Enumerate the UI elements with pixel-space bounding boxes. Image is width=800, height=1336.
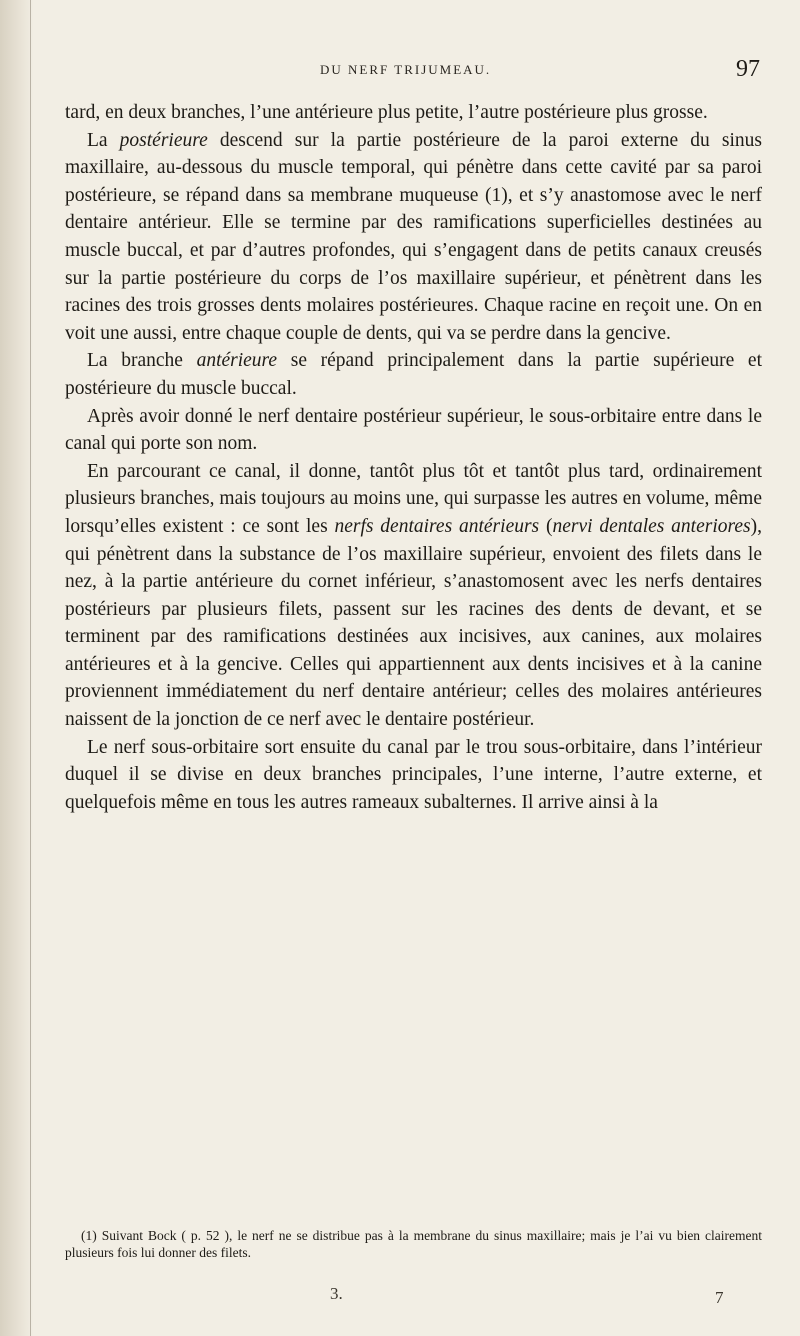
running-title: DU NERF TRIJUMEAU.	[320, 62, 492, 77]
page-number: 97	[736, 56, 760, 82]
paragraph	[65, 127, 762, 348]
text-run: Le nerf sous-orbitaire sort ensuite du canal par le trou sous-orbitaire, dans l’intérieur duquel il se divise en deux branches principales, l’une interne, l’autre externe, et quelquefois même en tous les autres rameaux subalternes. Il arrive ainsi à la	[65, 736, 762, 813]
text-run: Après avoir donné le nerf dentaire postérieur supérieur, le sous-orbitaire entre dans le canal qui porte son nom.	[65, 405, 762, 455]
italic-term: nervi dentales anteriores	[552, 515, 751, 537]
paragraph	[65, 403, 762, 458]
italic-term: nerfs dentaires antérieurs	[334, 515, 540, 537]
paragraph	[65, 347, 762, 402]
text-run: La	[87, 129, 120, 151]
signature-mark: 3.	[330, 1284, 343, 1303]
paragraph	[65, 458, 762, 734]
text-run: La branche	[87, 350, 197, 372]
paragraph	[65, 734, 762, 817]
binding-edge-line	[30, 0, 31, 1336]
text-run: descend sur la partie postérieure de la paroi externe du sinus maxillaire, au-dessous du muscle temporal, qui pénètre dans cette cavité par sa paroi postérieure, se répand dans sa membrane muqueuse (1), et s’y anastomose avec le nerf dentaire antérieur. Elle se termine par des ramifications superficielles destinées au muscle buccal, et par d’autres profondes, qui s’engagent dans de petits canaux creusés sur la partie postérieure du corps de l’os maxillaire supérieur, et pénètrent dans les racines des trois grosses dents molaires postérieures. Chaque racine en reçoit une. On en voit une aussi, entre chaque couple de dents, qui va se perdre dans la gencive.	[65, 129, 762, 344]
text-run: se répand principalement dans la partie supérieure et postérieure du muscle buccal.	[65, 350, 762, 399]
binding-shadow	[0, 0, 34, 1336]
signature-mark-right: 7	[715, 1288, 724, 1307]
footnote	[65, 1227, 762, 1261]
italic-term: postérieure	[119, 129, 208, 151]
running-head	[60, 58, 760, 82]
body-text	[65, 99, 762, 816]
footnote-text: (1) Suivant Bock ( p. 52 ), le nerf ne se distribue pas à la membrane du sinus maxillaire; mais je l’ai vu bien clairement plusieurs fois lui donner des filets.	[65, 1228, 762, 1260]
paragraph	[65, 99, 762, 127]
text-run: (	[539, 515, 553, 537]
text-run: En parcourant ce canal, il donne, tantôt plus tôt et tantôt plus tard, ordinairement plusieurs branches, mais toujours au moins une, qui surpasse les autres en volume, même lorsqu’elles existent : ce sont les	[65, 460, 762, 537]
text-run: ), qui pénètrent dans la substance de l’os maxillaire supérieur, envoient des filets dans le nez, à la partie antérieure du cornet inférieur, s’anastomosent avec les nerfs dentaires postérieurs par plusieurs filets, passent sur les racines des dents de devant, et se terminent par des ramifications destinées aux incisives, aux canines, aux molaires antérieures et à la gencive. Celles qui appartiennent aux dents incisives et à la canine proviennent immédiatement du nerf dentaire antérieur; celles des molaires antérieures naissent de la jonction de ce nerf avec le dentaire postérieur.	[65, 515, 762, 731]
text-run: tard, en deux branches, l’une antérieure plus petite, l’autre postérieure plus grosse.	[65, 102, 708, 123]
italic-term: antérieure	[196, 350, 278, 372]
